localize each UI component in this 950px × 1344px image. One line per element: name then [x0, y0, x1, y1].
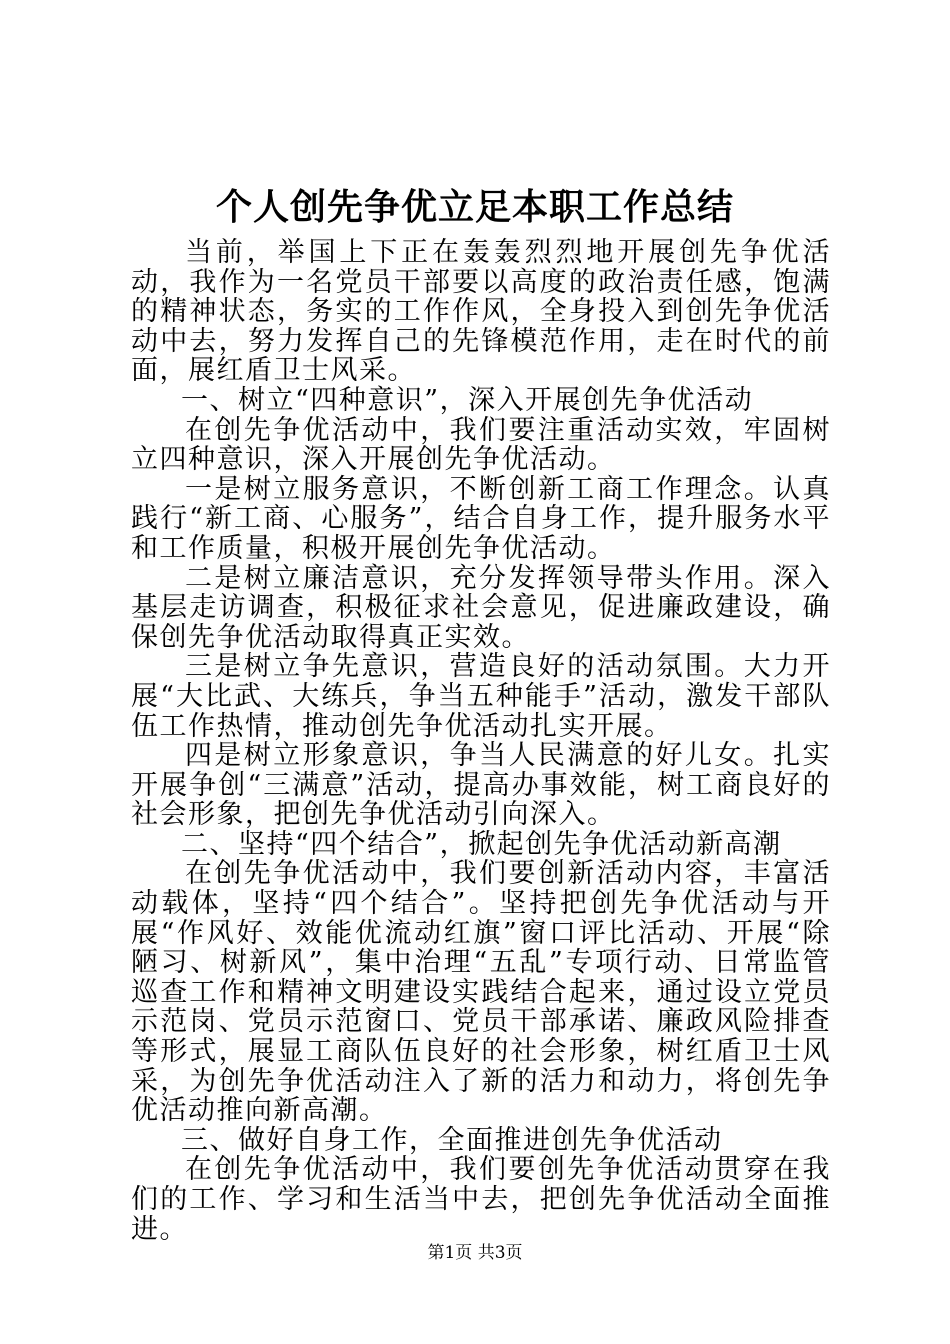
paragraph: 在创先争优活动中，我们要创新活动内容，丰富活动载体，坚持“四个结合”。坚持把创先争优活动与开展“作风好、效能优流动红旗”窗口评比活动、开展“除陋习、树新风”，集中治理“五乱”专项行动、日常监管巡查工作和精神文明建设实践结合起来，通过设立党员示范岗、党员示范窗口、党员干部承诺、廉政风险排查等形式，展显工商队伍良好的社会形象，树红盾卫士风采，为创先争优活动注入了新的活力和动力，将创先争优活动推向新高潮。 [131, 858, 831, 1127]
paragraph-intro: 当前，举国上下正在轰轰烈烈地开展创先争优活动，我作为一名党员干部要以高度的政治责任感，饱满的精神状态，务实的工作作风，全身投入到创先争优活动中去，努力发挥自己的先锋模范作用，走在时代的前面，展红盾卫士风采。 [131, 237, 831, 387]
section-heading-1: 一、树立“四种意识”，深入开展创先争优活动 [181, 384, 754, 416]
document-body [131, 238, 831, 1244]
paragraph: 三是树立争先意识，营造良好的活动氛围。大力开展“大比武、大练兵，争当五种能手”活动，激发干部队伍工作热情，推动创先争优活动扎实开展。 [131, 651, 831, 742]
paragraph: 一是树立服务意识，不断创新工商工作理念。认真践行“新工商、心服务”，结合自身工作，提升服务水平和工作质量，积极开展创先争优活动。 [131, 473, 831, 564]
paragraph: 二是树立廉洁意识，充分发挥领导带头作用。深入基层走访调查，积极征求社会意见，促进廉政建设，确保创先争优活动取得真正实效。 [131, 562, 831, 653]
paragraph: 四是树立形象意识，争当人民满意的好儿女。扎实开展争创“三满意”活动，提高办事效能，树工商良好的社会形象，把创先争优活动引向深入。 [131, 740, 831, 831]
paragraph: 在创先争优活动中，我们要注重活动实效，牢固树立四种意识，深入开展创先争优活动。 [131, 414, 831, 476]
page-number-footer: 第1页 共3页 [427, 1243, 523, 1263]
paragraph: 在创先争优活动中，我们要创先争优活动贯穿在我们的工作、学习和生活当中去，把创先争优活动全面推进。 [131, 1154, 831, 1245]
section-heading-2: 二、坚持“四个结合”，掀起创先争优活动新高潮 [181, 828, 782, 860]
section-heading-3: 三、做好自身工作，全面推进创先争优活动 [181, 1124, 723, 1156]
document-title: 个人创先争优立足本职工作总结 [215, 186, 734, 228]
